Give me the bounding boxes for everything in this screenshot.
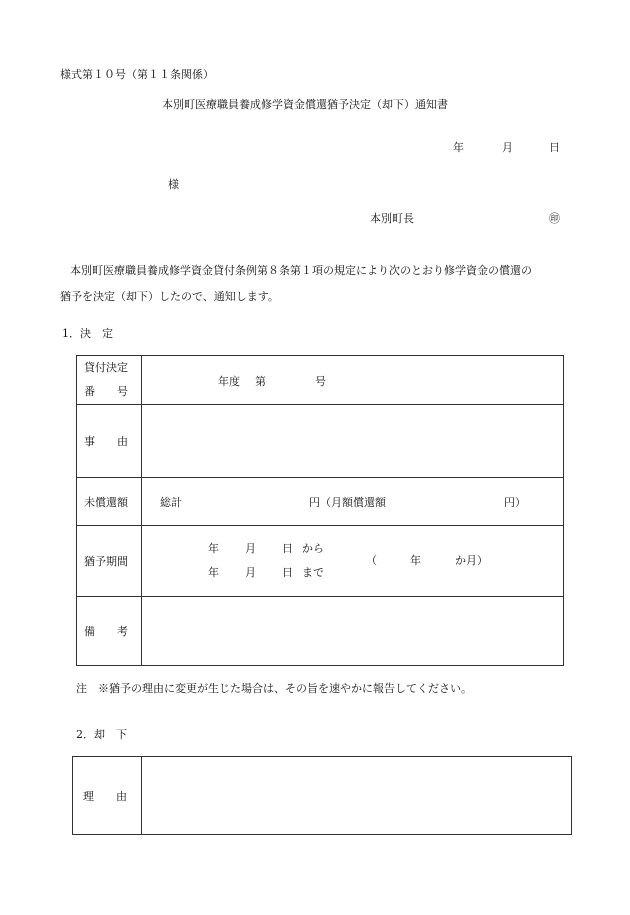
section1-heading: 1．決 定 xyxy=(62,327,113,340)
deferral-field[interactable] xyxy=(142,526,564,597)
date-month: 月 xyxy=(502,141,513,154)
span-year: 年 xyxy=(410,554,421,567)
reason-field[interactable] xyxy=(142,405,564,478)
loan-number-field[interactable] xyxy=(142,356,564,405)
rejection-reason-label: 理 由 xyxy=(73,757,142,835)
loan-number-label: 貸付決定 番 号 xyxy=(77,356,142,405)
from-day: 日 xyxy=(282,542,293,555)
to-year: 年 xyxy=(208,566,219,579)
deferral-label: 猶予期間 xyxy=(77,526,142,597)
unpaid-label: 未償還額 xyxy=(77,478,142,526)
issuer-name: 本別町長 xyxy=(370,212,414,225)
span-months: か月） xyxy=(455,554,488,567)
dai-text: 第 xyxy=(255,375,266,388)
form-number: 様式第１０号（第１１条関係） xyxy=(60,68,214,81)
seal-mark: ㊞ xyxy=(549,212,560,225)
date-day: 日 xyxy=(549,141,560,154)
unpaid-field[interactable] xyxy=(142,478,564,526)
rejection-reason-field[interactable] xyxy=(142,757,572,835)
from-suffix: から xyxy=(302,542,324,555)
remarks-label: 備 考 xyxy=(77,597,142,666)
date-year: 年 xyxy=(453,141,464,154)
note-text: 注 ※猶予の理由に変更が生じた場合は、その旨を速やかに報告してください。 xyxy=(76,682,472,695)
to-month: 月 xyxy=(245,566,256,579)
rejection-table xyxy=(72,756,572,835)
body-text-line2: 猶予を決定（却下）したので、通知します。 xyxy=(60,290,279,303)
decision-table xyxy=(76,355,564,666)
fiscal-year-text: 年度 xyxy=(218,375,240,388)
from-year: 年 xyxy=(208,542,219,555)
unpaid-yen-close: 円） xyxy=(504,496,526,509)
unpaid-total-text: 総計 xyxy=(160,496,182,509)
to-day: 日 xyxy=(282,566,293,579)
reason-label: 事 由 xyxy=(77,405,142,478)
span-open: （ xyxy=(366,554,377,567)
addressee-suffix: 様 xyxy=(168,178,179,191)
to-suffix: まで xyxy=(302,566,324,579)
go-text: 号 xyxy=(315,375,326,388)
section2-heading: 2．却 下 xyxy=(76,728,127,741)
remarks-field[interactable] xyxy=(142,597,564,666)
body-text-line1: 本別町医療職員養成修学資金貸付条例第８条第１項の規定により次のとおり修学資金の償還の xyxy=(70,264,532,277)
from-month: 月 xyxy=(245,542,256,555)
document-title: 本別町医療職員養成修学資金償還猶予決定（却下）通知書 xyxy=(162,98,448,111)
unpaid-yen-open: 円（月額償還額 xyxy=(309,496,386,509)
